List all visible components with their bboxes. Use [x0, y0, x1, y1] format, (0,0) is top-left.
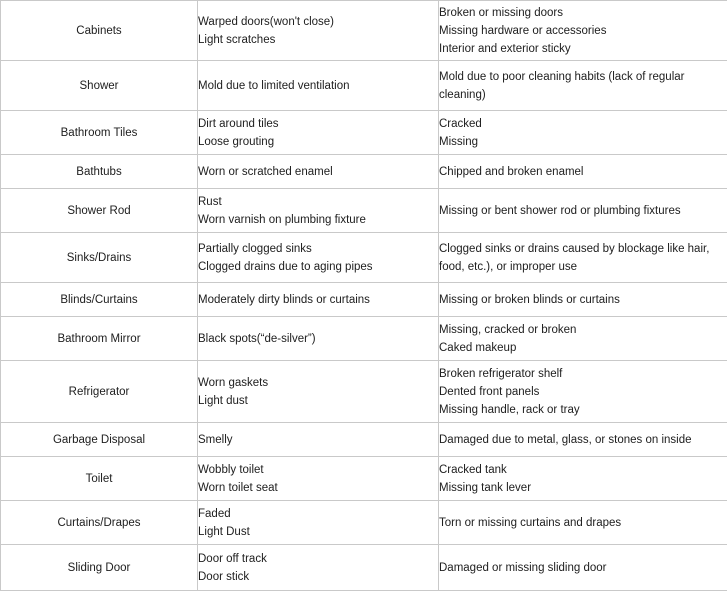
row-excessive-damage	[439, 189, 727, 233]
row-item-name: Cabinets	[1, 1, 198, 61]
text-line: Worn varnish on plumbing fixture	[198, 213, 366, 226]
row-normal-wear	[198, 283, 439, 317]
text-line: Missing or bent shower rod or plumbing fixtures	[439, 204, 681, 217]
text-line: Damaged or missing sliding door	[439, 561, 607, 574]
text-line: Black spots(“de-silver”)	[198, 332, 316, 345]
text-line: Missing handle, rack or tray	[439, 403, 580, 416]
row-item-name: Bathroom Mirror	[1, 317, 198, 361]
row-item-name: Garbage Disposal	[1, 423, 198, 457]
text-line: Partially clogged sinks	[198, 242, 312, 255]
text-line: Door off track	[198, 552, 267, 565]
text-line: Clogged drains due to aging pipes	[198, 260, 373, 273]
text-line: Missing, cracked or broken	[439, 323, 577, 336]
text-line: Broken refrigerator shelf	[439, 367, 563, 380]
row-excessive-damage	[439, 361, 727, 423]
row-excessive-damage	[439, 111, 727, 155]
row-excessive-damage	[439, 1, 727, 61]
text-line: Damaged due to metal, glass, or stones on inside	[439, 433, 692, 446]
text-line: Light scratches	[198, 33, 276, 46]
table-body	[1, 1, 727, 591]
row-item-name: Shower Rod	[1, 189, 198, 233]
table-row	[1, 155, 727, 189]
row-normal-wear	[198, 317, 439, 361]
text-line: Smelly	[198, 433, 233, 446]
row-item-name: Refrigerator	[1, 361, 198, 423]
row-normal-wear	[198, 361, 439, 423]
table-row	[1, 457, 727, 501]
text-line: Worn gaskets	[198, 376, 269, 389]
table-row	[1, 283, 727, 317]
table-row	[1, 501, 727, 545]
row-excessive-damage	[439, 457, 727, 501]
text-line: Chipped and broken enamel	[439, 165, 584, 178]
text-line: Missing tank lever	[439, 481, 532, 494]
text-line: Broken or missing doors	[439, 6, 563, 19]
row-item-name: Curtains/Drapes	[1, 501, 198, 545]
table-row	[1, 423, 727, 457]
table-row	[1, 545, 727, 591]
text-line: Rust	[198, 195, 222, 208]
text-line: Worn toilet seat	[198, 481, 278, 494]
text-line: Light dust	[198, 394, 248, 407]
row-normal-wear	[198, 111, 439, 155]
row-normal-wear	[198, 233, 439, 283]
row-excessive-damage	[439, 283, 727, 317]
text-line: Missing or broken blinds or curtains	[439, 293, 620, 306]
table-row	[1, 317, 727, 361]
text-line: Torn or missing curtains and drapes	[439, 516, 622, 529]
table-row	[1, 233, 727, 283]
row-item-name: Bathtubs	[1, 155, 198, 189]
text-line: Clogged sinks or drains caused by blockage like hair, food, etc.), or improper use	[439, 242, 710, 273]
row-normal-wear	[198, 189, 439, 233]
row-item-name: Toilet	[1, 457, 198, 501]
text-line: Faded	[198, 507, 231, 520]
text-line: Mold due to poor cleaning habits (lack of regular cleaning)	[439, 70, 685, 101]
text-line: Cracked	[439, 117, 482, 130]
table-row	[1, 1, 727, 61]
text-line: Mold due to limited ventilation	[198, 79, 350, 92]
row-item-name: Shower	[1, 61, 198, 111]
table-row	[1, 61, 727, 111]
row-excessive-damage	[439, 501, 727, 545]
row-excessive-damage	[439, 61, 727, 111]
text-line: Loose grouting	[198, 135, 275, 148]
row-normal-wear	[198, 501, 439, 545]
row-item-name: Blinds/Curtains	[1, 283, 198, 317]
text-line: Worn or scratched enamel	[198, 165, 333, 178]
row-normal-wear	[198, 423, 439, 457]
table-row	[1, 361, 727, 423]
row-excessive-damage	[439, 233, 727, 283]
row-item-name: Bathroom Tiles	[1, 111, 198, 155]
row-excessive-damage	[439, 545, 727, 591]
table-row	[1, 189, 727, 233]
row-normal-wear	[198, 61, 439, 111]
row-item-name: Sliding Door	[1, 545, 198, 591]
text-line: Moderately dirty blinds or curtains	[198, 293, 370, 306]
row-excessive-damage	[439, 317, 727, 361]
text-line: Warped doors(won't close)	[198, 15, 334, 28]
text-line: Light Dust	[198, 525, 250, 538]
text-line: Dirt around tiles	[198, 117, 279, 130]
row-excessive-damage	[439, 155, 727, 189]
text-line: Cracked tank	[439, 463, 507, 476]
row-normal-wear	[198, 1, 439, 61]
text-line: Wobbly toilet	[198, 463, 264, 476]
row-excessive-damage	[439, 423, 727, 457]
text-line: Door stick	[198, 570, 250, 583]
table-row	[1, 111, 727, 155]
text-line: Interior and exterior sticky	[439, 42, 571, 55]
text-line: Missing hardware or accessories	[439, 24, 607, 37]
row-normal-wear	[198, 545, 439, 591]
text-line: Caked makeup	[439, 341, 517, 354]
row-normal-wear	[198, 155, 439, 189]
text-line: Missing	[439, 135, 478, 148]
row-item-name: Sinks/Drains	[1, 233, 198, 283]
row-normal-wear	[198, 457, 439, 501]
text-line: Dented front panels	[439, 385, 540, 398]
